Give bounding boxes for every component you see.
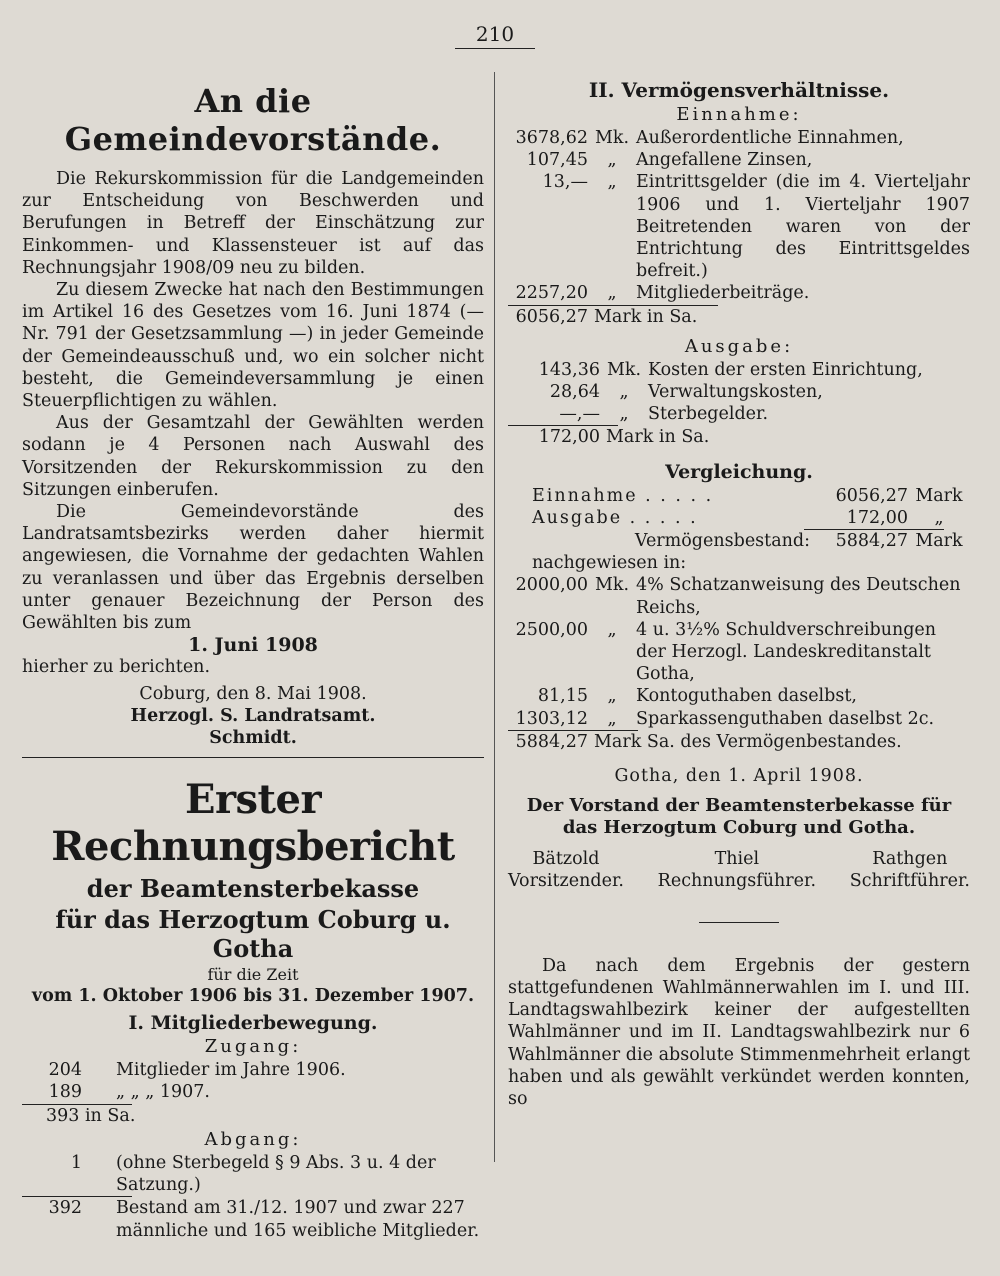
ausgabe-amount: 28,64 [549,382,600,403]
notice-signer: Schmidt. [209,728,297,749]
bestand-num: 392 [48,1198,82,1219]
notice-paragraph-3: Aus der Gesamtzahl der Gewählten werden sodann je 4 Personen nach Auswahl des Vorsitzenden der Rekurskommission zu den Sitzungen einberufen. [22,413,484,500]
ausgabe-unit: „ [619,382,629,403]
left-column [22,68,484,1242]
signer-name: Thiel [714,848,760,869]
einnahme-row [508,127,970,149]
zugang-row [22,1081,484,1103]
signer-name: Bätzold [532,848,600,869]
right-column [508,68,970,1110]
asset-sum-amount: 5884,27 [515,731,588,752]
asset-row [508,685,970,707]
ausgabe-sum [508,426,970,448]
einnahme-text: Mitgliederbeiträge. [636,283,810,304]
zugang-label: Zugang: [204,1036,302,1058]
asset-unit: „ [607,708,617,729]
ausgabe-unit: Mk. [606,359,642,380]
signer-3 [850,848,970,892]
vergleich-label: Ausgabe . . . . . [532,507,698,528]
ausgabe-row [508,381,970,403]
signer-role: Schriftführer. [849,870,970,891]
einnahme-unit: „ [607,172,617,193]
asset-row [508,574,970,618]
einnahme-sum [508,306,970,328]
abgang-num: 1 [70,1152,82,1173]
section-1-title: I. Mitgliederbewegung. [128,1012,378,1035]
short-divider [699,922,779,923]
nachgewiesen-text: nachgewiesen in: [532,553,687,574]
ausgabe-text: Kosten der ersten Einrichtung, [648,359,923,380]
einnahme-amount: 2257,20 [515,283,588,304]
vergleich-title: Vergleichung. [665,460,813,483]
ausgabe-row [508,359,970,381]
signer-name: Rathgen [872,848,948,869]
asset-unit: Mk. [594,575,630,596]
vergleich-label: Einnahme . . . . . [532,485,714,506]
einnahme-text: Eintrittsgelder (die im 4. Vierteljahr 1906 und 1. Vierteljahr 1907 Beitretenden waren von der Entrichtung des Eintrittsgeldes befreit.) [636,172,970,282]
zugang-num: 189 [48,1082,82,1103]
vergleich-amount: 172,00 [846,507,908,528]
ausgabe-unit: „ [619,404,629,425]
einnahme-amount: 107,45 [526,150,588,171]
bestand-label: Vermögensbestand: [634,531,810,552]
einnahme-unit: Mk. [594,128,630,148]
report-subtitle-2: für das Herzogtum Coburg u. Gotha [55,905,451,964]
vergleich-unit: Mark [915,485,963,506]
bestand-text: Bestand am 31./12. 1907 und zwar 227 männliche und 165 weibliche Mitglieder. [116,1198,480,1241]
bestand-row [22,1197,484,1241]
vergleich-row [508,485,970,507]
notice-title: An die Gemeindevorstände. [64,82,442,158]
ausgabe-sum-amount: 172,00 [538,427,600,448]
notice-place-date: Coburg, den 8. Mai 1908. [139,683,367,704]
ausgabe-text: Verwaltungskosten, [648,382,823,403]
einnahme-text: Angefallene Zinsen, [636,150,813,171]
ausgabe-row [508,403,970,425]
closing-paragraph: Da nach dem Ergebnis der gestern stattgefundenen Wahlmännerwahlen im I. und III. Landtagswahlbezirk keiner der aufgestellten Wahlmänner und im II. Landtagswahlbezirk nur 6 Wahlmänner die absolute Stimmenmehrheit erlangt haben und als gewählt verkündet werden konnten, so [508,955,970,1109]
signers [508,848,970,892]
notice-paragraph-1: Die Rekurskommission für die Landgemeinden zur Entscheidung von Beschwerden und Berufungen in Betreff der Einschätzung zur Einkommen- und Klassensteuer ist auf das Rechnungsjahr 1908/09 neu zu bilden. [22,169,484,278]
report-subtitle-1: der Beamtensterbekasse [86,874,420,904]
ausgabe-label: Ausgabe: [684,335,794,357]
asset-text: Sparkassenguthaben daselbst 2c. [636,708,935,729]
board-name: Der Vorstand der Beamtensterbekasse für das Herzogtum Coburg und Gotha. [526,795,952,839]
signer-role: Vorsitzender. [508,870,624,891]
asset-amount: 2000,00 [515,575,588,596]
notice-deadline: 1. Juni 1908 [188,634,318,657]
notice-deadline-after: hierher zu berichten. [22,657,211,678]
einnahme-amount: 13,— [542,172,588,193]
abgang-label: Abgang: [204,1128,302,1150]
vergleich-row [508,507,970,529]
vergleich-amount: 6056,27 [835,485,908,506]
notice-authority: Herzogl. S. Landratsamt. [130,705,376,726]
einnahme-text: Außerordentliche Einnahmen, [636,128,904,148]
notice-paragraph-2: Zu diesem Zwecke hat nach den Bestimmungen im Artikel 16 des Gesetzes vom 16. Juni 1874 (— Nr. 791 der Gesetzsammlung —) in jeder Gemeinde der Gemeindeausschuß und, wo ein solcher nicht besteht, die Gemeindeversammlung je einen Steuerpflichtigen zu wählen. [22,280,484,412]
zugang-num: 204 [48,1060,82,1081]
zugang-row [22,1059,484,1081]
einnahme-sum-text: Mark in Sa. [594,306,698,327]
einnahme-label: Einnahme: [676,104,802,125]
einnahme-unit: „ [607,283,617,304]
report-place-date: Gotha, den 1. April 1908. [614,766,864,787]
asset-row [508,619,970,686]
ausgabe-amount: —,— [559,404,600,425]
asset-text: 4% Schatzanweisung des Deutschen Reichs, [636,575,961,618]
asset-amount: 81,15 [537,686,588,707]
asset-sum [508,731,970,753]
nachgewiesen [508,552,970,574]
einnahme-row [508,149,970,171]
bestand-amount: 5884,27 [835,531,908,552]
page-number: 210 [475,22,515,46]
bestand-total [508,530,970,552]
signer-2 [658,848,816,892]
report-period-intro: für die Zeit [207,965,299,985]
zugang-sum [22,1105,484,1127]
signer-role: Rechnungsführer. [657,870,817,891]
zugang-text: „ „ „ 1907. [116,1082,210,1103]
report-period: vom 1. Oktober 1906 bis 31. Dezember 1907. [31,986,475,1007]
zugang-sum-text: 393 in Sa. [46,1105,136,1126]
ausgabe-sum-text: Mark in Sa. [606,427,710,448]
column-divider [494,72,495,1162]
ausgabe-amount: 143,36 [538,359,600,380]
asset-unit: „ [607,619,617,640]
asset-text: Kontoguthaben daselbst, [636,686,857,707]
einnahme-unit: „ [607,150,617,171]
report-title: Erster Rechnungsbericht [51,776,455,871]
bestand-unit: Mark [915,531,963,552]
signer-1 [508,848,624,892]
section-2-title: II. Vermögensverhältnisse. [588,78,890,102]
einnahme-amount: 3678,62 [515,128,588,148]
asset-row [508,708,970,730]
section-rule [22,757,484,758]
abgang-text: (ohne Sterbegeld § 9 Abs. 3 u. 4 der Satzung.) [116,1152,436,1196]
page-number-rule [455,48,535,49]
asset-text: 4 u. 3½% Schuldverschreibungen der Herzogl. Landeskreditanstalt Gotha, [636,619,937,685]
einnahme-row [508,282,970,304]
asset-amount: 2500,00 [515,619,588,640]
zugang-text: Mitglieder im Jahre 1906. [116,1060,346,1081]
asset-unit: „ [607,686,617,707]
einnahme-row [508,171,970,282]
notice-paragraph-4: Die Gemeindevorstände des Landratsamtsbezirks werden daher hiermit angewiesen, die Vornahme der gedachten Wahlen zu veranlassen und über das Ergebnis derselben unter genauer Bezeichnung der Person des Gewählten bis zum [22,502,484,634]
einnahme-sum-amount: 6056,27 [515,306,588,327]
ausgabe-text: Sterbegelder. [648,404,769,425]
vergleich-unit: „ [934,507,944,528]
asset-amount: 1303,12 [515,708,588,729]
asset-sum-text: Mark Sa. des Vermögenbestandes. [594,731,902,752]
abgang-row [22,1152,484,1196]
